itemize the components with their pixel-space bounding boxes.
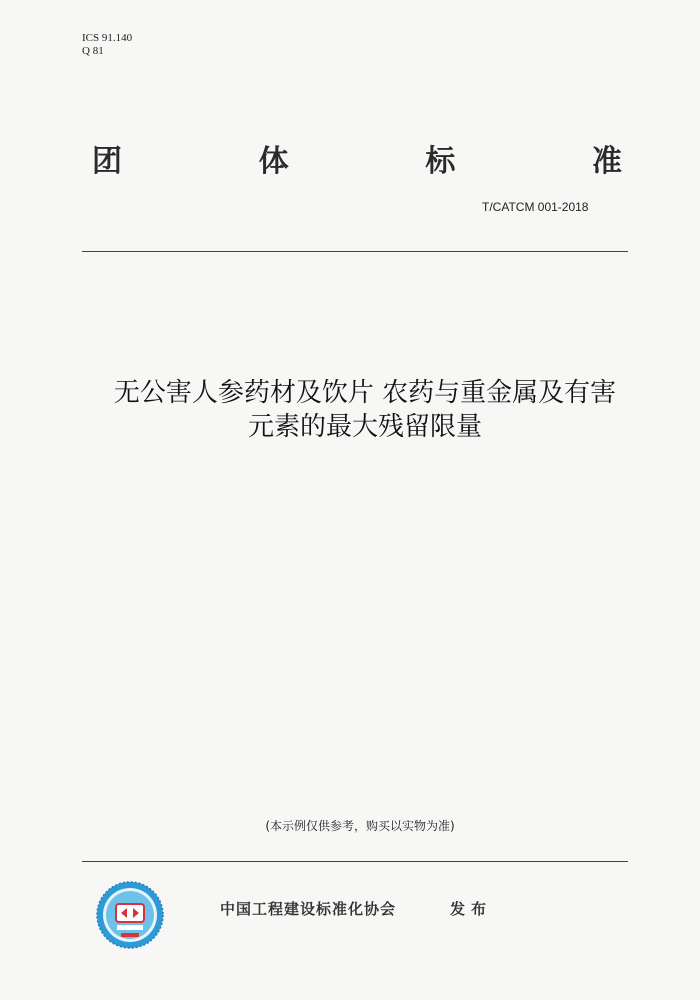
- publisher-name: 中国工程建设标准化协会: [220, 900, 397, 918]
- bottom-divider: [82, 861, 628, 862]
- standard-type-heading: [92, 136, 622, 180]
- standard-type-char: 准: [591, 144, 622, 179]
- classification-codes: [82, 32, 132, 58]
- document-title: [60, 376, 670, 444]
- ics-code: ICS 91.140: [82, 32, 133, 44]
- sample-note: (本示例仅供参考，购买以实物为准): [265, 819, 455, 833]
- ccs-code: Q 81: [82, 45, 104, 57]
- publish-label: 发布: [450, 900, 493, 918]
- certification-seal-icon: [95, 880, 165, 950]
- title-line-1: 无公害人参药材及饮片 农药与重金属及有害: [113, 378, 617, 408]
- standard-type-char: 标: [425, 144, 456, 179]
- standard-code: T/CATCM 001-2018: [482, 200, 589, 214]
- standard-type-char: 体: [258, 144, 289, 179]
- standard-type-char: 团: [92, 144, 122, 179]
- title-line-2: 元素的最大残留限量: [247, 412, 482, 442]
- top-divider: [82, 251, 628, 252]
